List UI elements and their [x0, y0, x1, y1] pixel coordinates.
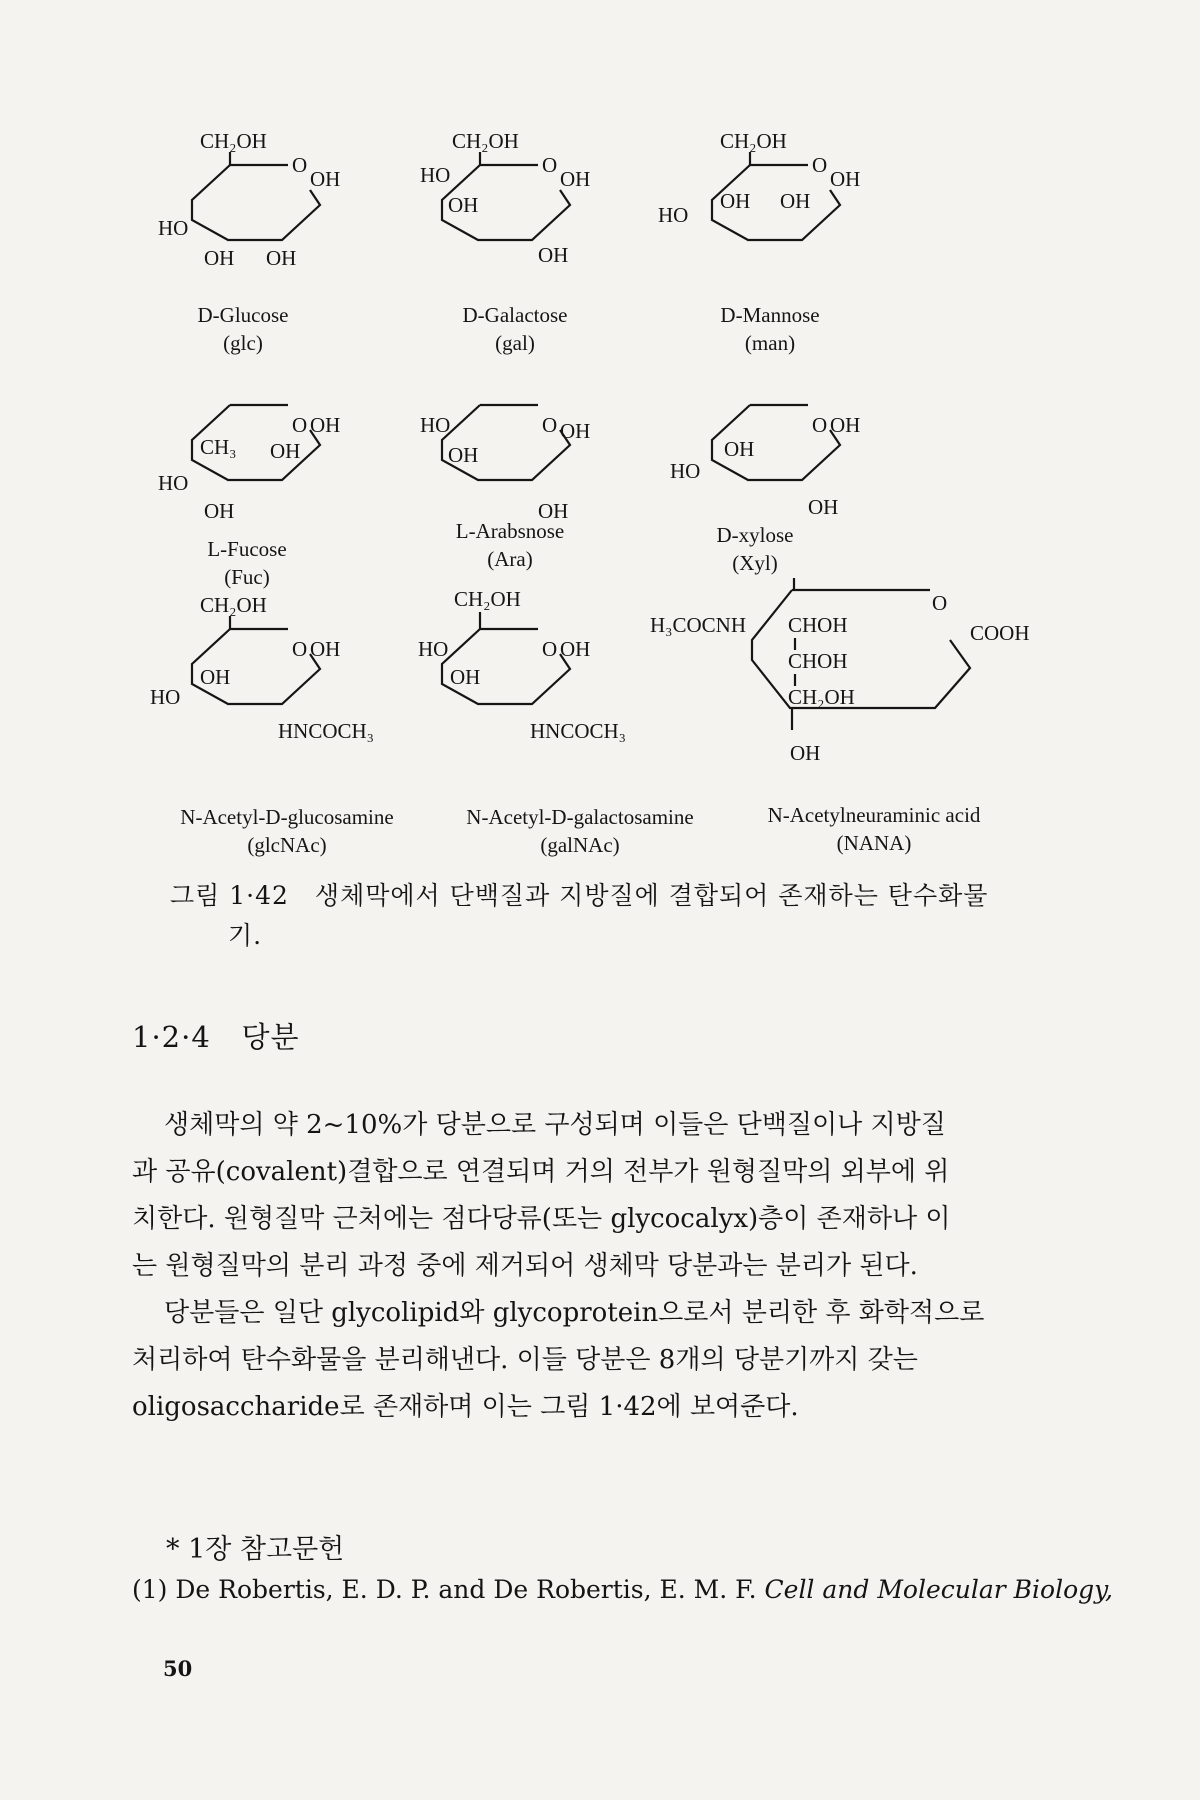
glucose-name: D-Glucose: [197, 303, 289, 327]
arabinose-structure: [420, 405, 590, 523]
oh-label: OH: [720, 189, 751, 213]
arabinose-name: L-Arabsnose: [455, 519, 565, 543]
fucose-name: L-Fucose: [207, 537, 287, 561]
oh-label: OH: [310, 637, 341, 661]
oh-label: OH: [780, 189, 811, 213]
oh-label: OH: [790, 741, 821, 765]
paragraph-line: 치한다. 원형질막 근처에는 점다당류(또는 glycocalyx)층이 존재하나 이: [132, 1204, 951, 1234]
section-number: 1·2·4: [132, 1020, 211, 1054]
hncoch3-label: HNCOCH₃: [278, 719, 374, 743]
ch2oh-label: CH₂OH: [452, 129, 519, 153]
ch2oh-label: CH₂OH: [200, 593, 267, 617]
page-number: 50: [163, 1656, 193, 1681]
oh-label: OH: [560, 637, 591, 661]
hncoch3-label: HNCOCH₃: [530, 719, 626, 743]
oh-label: OH: [266, 246, 297, 270]
ring-oxygen-label: O: [812, 153, 828, 177]
paragraph-line: 처리하여 탄수화물을 분리해낸다. 이들 당분은 8개의 당분기까지 갖는: [132, 1345, 918, 1375]
ho-label: HO: [420, 163, 451, 187]
paragraph-line: 생체막의 약 2~10%가 당분으로 구성되며 이들은 단백질이나 지방질: [164, 1110, 946, 1140]
ring-oxygen-label: O: [542, 153, 558, 177]
xylose-abbr: (Xyl): [732, 551, 778, 575]
oh-label: OH: [830, 413, 861, 437]
ch3-label: CH₃: [200, 435, 237, 459]
nana-structure: [650, 578, 1030, 765]
oh-label: OH: [310, 413, 341, 437]
mannose-structure: [658, 129, 860, 240]
paragraph-line: 는 원형질막의 분리 과정 중에 제거되어 생체막 당분과는 분리가 된다.: [132, 1251, 918, 1281]
galactose-abbr: (gal): [495, 331, 535, 355]
ring-oxygen-label: O: [292, 637, 308, 661]
fucose-abbr: (Fuc): [224, 565, 270, 589]
paragraph-2: [132, 1290, 1074, 1431]
ch2oh-label: CH₂OH: [454, 587, 521, 611]
galactose-name: D-Galactose: [462, 303, 568, 327]
ho-label: HO: [418, 637, 449, 661]
ho-label: HO: [158, 471, 189, 495]
ring-oxygen-label: O: [292, 413, 308, 437]
oh-label: OH: [310, 167, 341, 191]
paragraph-line: oligosaccharide로 존재하며 이는 그림 1·42에 보여준다.: [132, 1392, 799, 1422]
oh-label: OH: [448, 193, 479, 217]
oh-label: OH: [270, 439, 301, 463]
choh-label: CHOH: [788, 649, 848, 673]
ch2oh-label: CH₂OH: [788, 685, 855, 709]
ring-oxygen-label: O: [932, 591, 948, 615]
ring-oxygen-label: O: [812, 413, 828, 437]
oh-label: OH: [808, 495, 839, 519]
arabinose-abbr: (Ara): [487, 547, 533, 571]
reference-number: (1): [132, 1575, 168, 1604]
oh-label: OH: [830, 167, 861, 191]
figure-caption-text: 생체막에서 단백질과 지방질에 결합되어 존재하는 탄수화물: [314, 881, 989, 910]
oh-label: OH: [204, 246, 235, 270]
oh-label: OH: [560, 167, 591, 191]
oh-label: OH: [448, 443, 479, 467]
choh-label: CHOH: [788, 613, 848, 637]
ring-oxygen-label: O: [292, 153, 308, 177]
figure-caption-continuation: 기.: [228, 921, 263, 950]
ring-oxygen-label: O: [542, 413, 558, 437]
glucose-abbr: (glc): [223, 331, 263, 355]
paragraph-line: 당분들은 일단 glycolipid와 glycoprotein으로서 분리한 후 화학적으로: [164, 1298, 985, 1328]
galnac-name: N-Acetyl-D-galactosamine: [466, 805, 694, 829]
cooh-label: COOH: [970, 621, 1030, 645]
h3cocnh-label: H₃COCNH: [650, 613, 746, 637]
glcnac-name: N-Acetyl-D-glucosamine: [180, 805, 394, 829]
oh-label: OH: [560, 419, 591, 443]
paragraph-line: 과 공유(covalent)결합으로 연결되며 거의 전부가 원형질막의 외부에 위: [132, 1157, 950, 1187]
reference-item-1: [132, 1575, 1112, 1604]
fucose-structure: [158, 405, 340, 523]
mannose-name: D-Mannose: [720, 303, 820, 327]
glcnac-abbr: (glcNAc): [247, 833, 327, 857]
ho-label: HO: [658, 203, 689, 227]
section-heading: [132, 1015, 299, 1056]
galnac-abbr: (galNAc): [540, 833, 620, 857]
glucose-structure: [158, 129, 340, 270]
oh-label: OH: [204, 499, 235, 523]
glcnac-structure: [150, 593, 374, 743]
oh-label: OH: [200, 665, 231, 689]
figure-caption-number: 그림 1·42: [170, 881, 289, 910]
oh-label: OH: [450, 665, 481, 689]
nana-name: N-Acetylneuraminic acid: [767, 803, 981, 827]
ho-label: HO: [420, 413, 451, 437]
oh-label: OH: [538, 243, 569, 267]
nana-abbr: (NANA): [836, 831, 912, 855]
ch2oh-label: CH₂OH: [720, 129, 787, 153]
figure-caption: [170, 876, 1070, 956]
section-title: 당분: [241, 1020, 300, 1054]
references-heading: * 1장 참고문헌: [166, 1534, 345, 1565]
ho-label: HO: [670, 459, 701, 483]
xylose-structure: [670, 405, 860, 519]
reference-title: Cell and Molecular Biology,: [764, 1575, 1113, 1604]
oh-label: OH: [724, 437, 755, 461]
xylose-name: D-xylose: [716, 523, 794, 547]
galnac-structure: [418, 587, 626, 743]
ho-label: HO: [150, 685, 181, 709]
ring-oxygen-label: O: [542, 637, 558, 661]
ho-label: HO: [158, 216, 189, 240]
oh-label: OH: [538, 499, 569, 523]
paragraph-1: [132, 1102, 1074, 1290]
ch2oh-label: CH₂OH: [200, 129, 267, 153]
mannose-abbr: (man): [744, 331, 796, 355]
galactose-structure: [420, 129, 590, 267]
reference-authors: De Robertis, E. D. P. and De Robertis, E. M. F.: [175, 1575, 757, 1604]
